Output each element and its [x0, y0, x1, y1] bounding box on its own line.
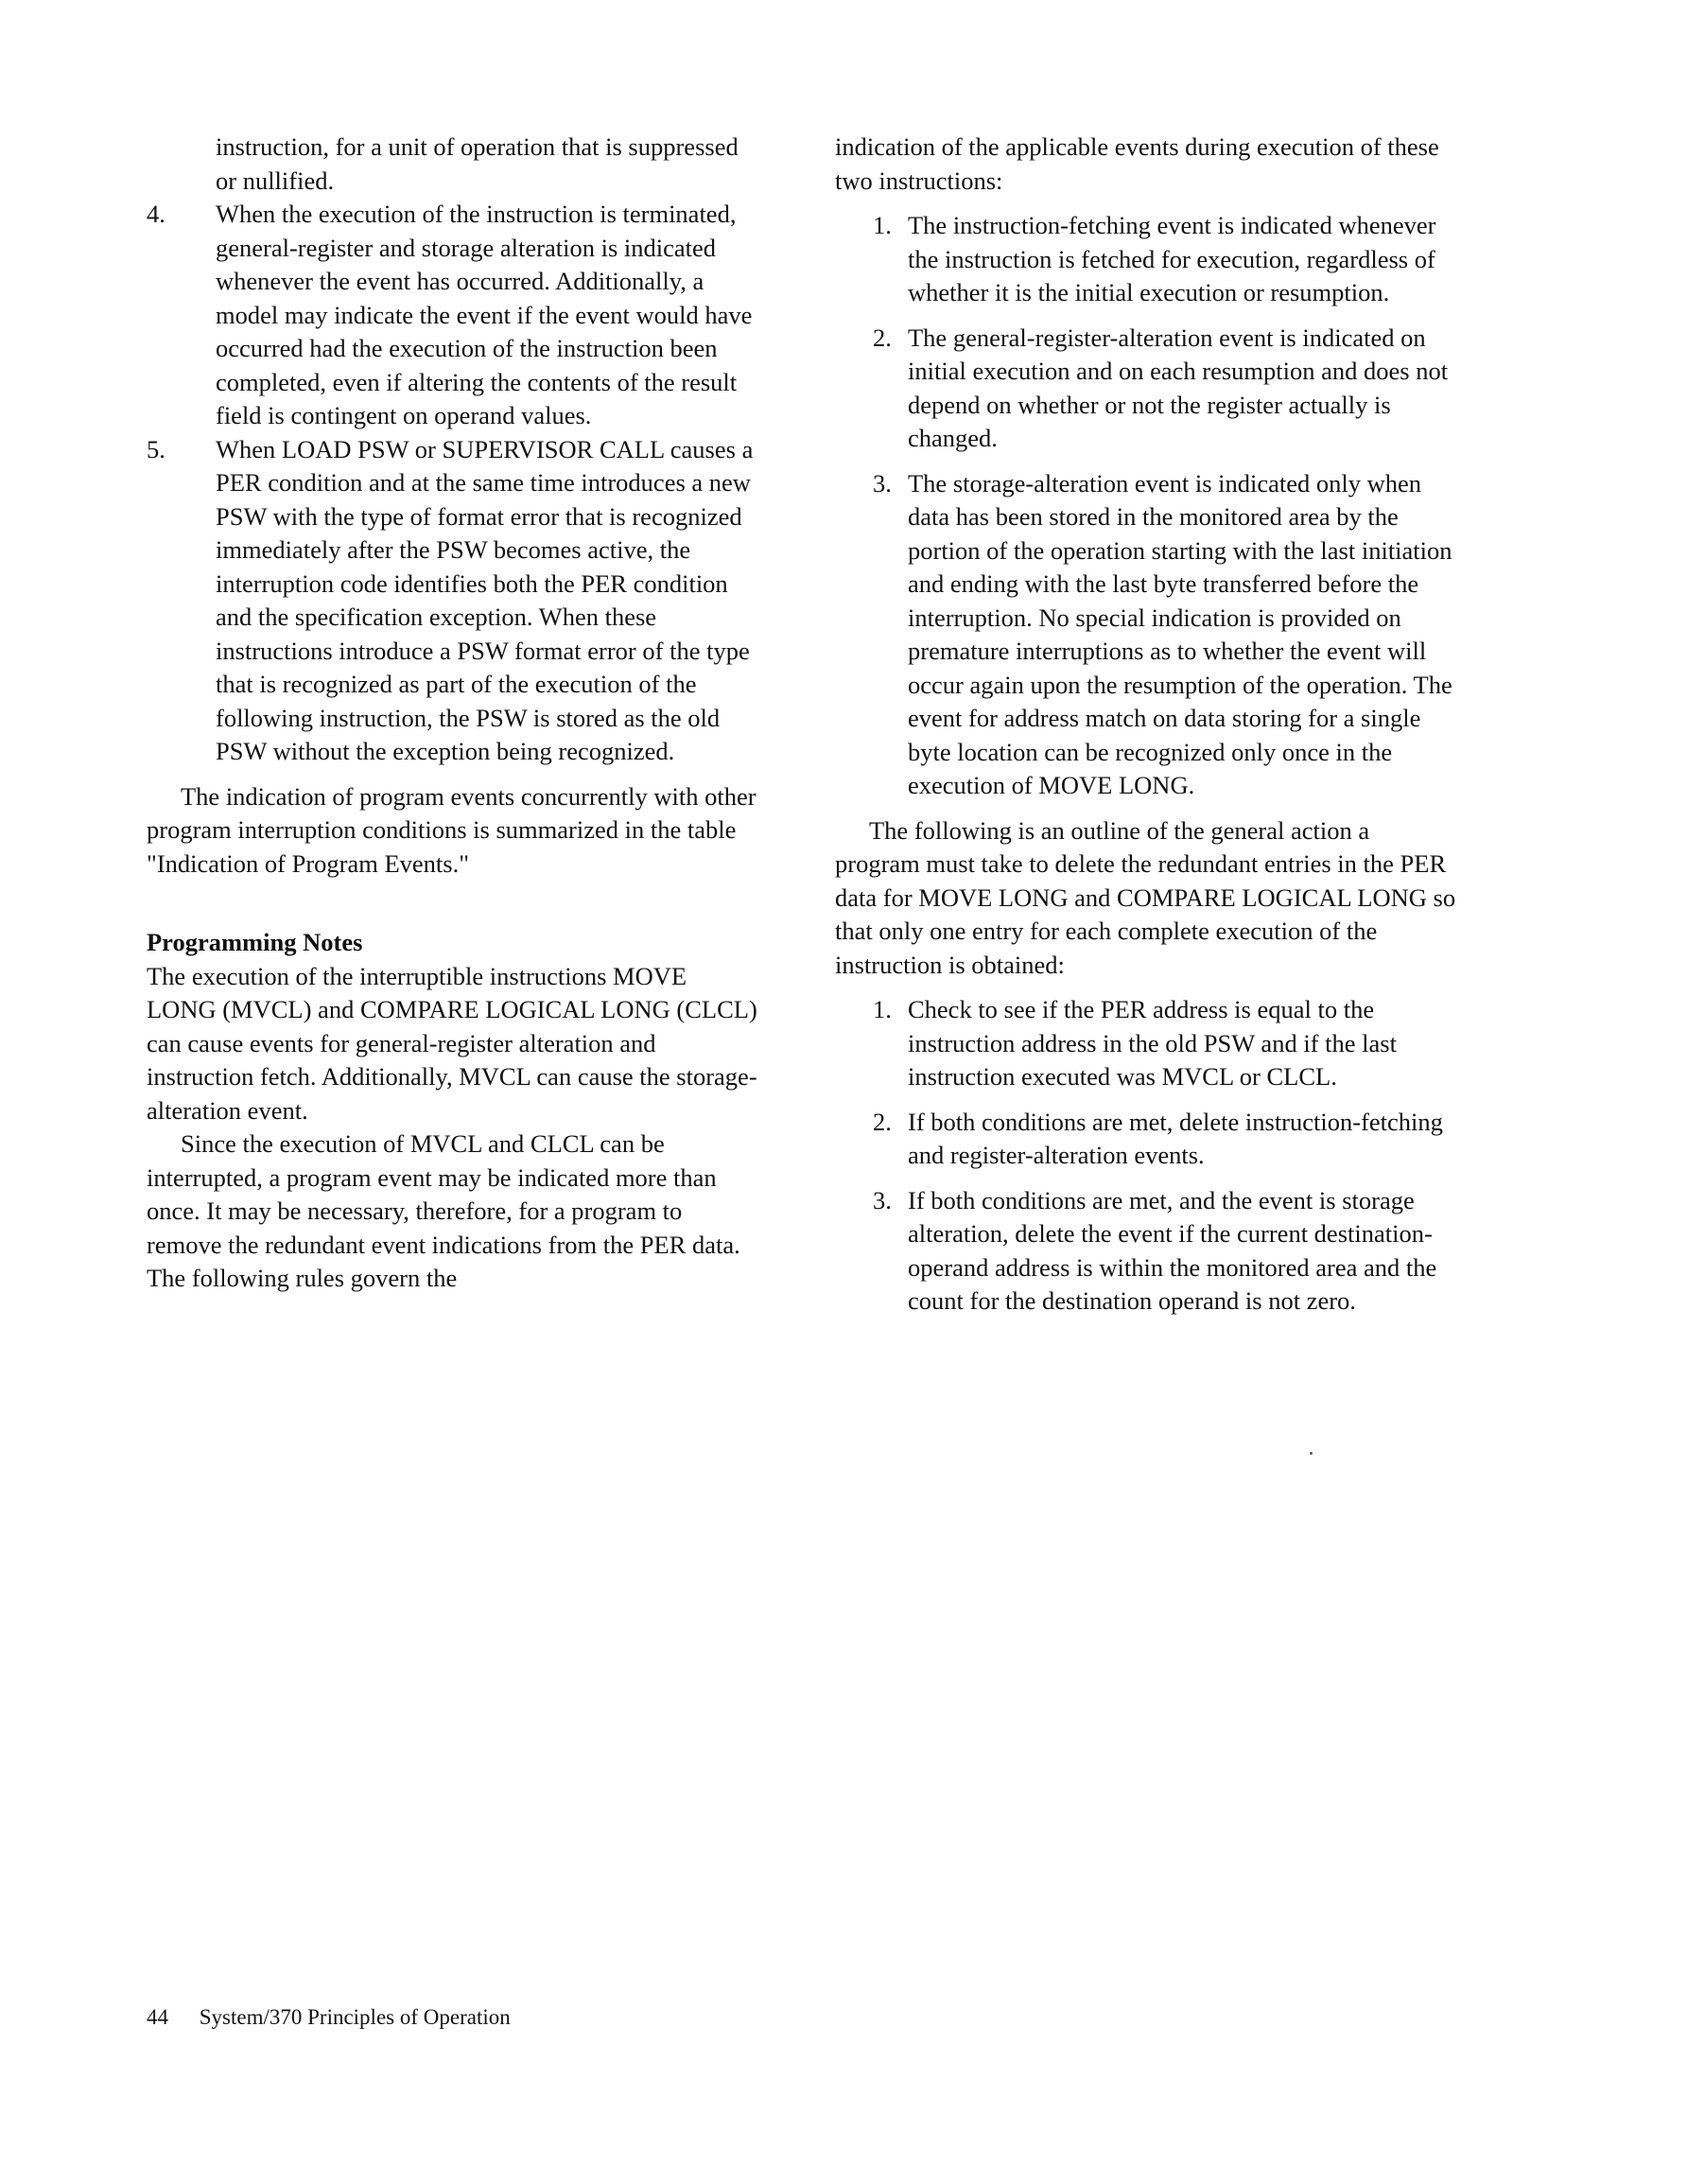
list-number: 4. — [147, 200, 165, 228]
list-item — [835, 993, 1459, 1094]
list-number: 3. — [873, 468, 892, 498]
list-item-text: If both conditions are met, and the event is storage alteration, delete the event if the current destination-operand address is within the monitored area and the count for the destination operand is not zero. — [908, 1185, 1437, 1315]
list-number: 1. — [873, 995, 892, 1023]
list-item-text: The storage-alteration event is indicated only when data has been stored in the monitored area by the portion of the operation starting with the last initiation and ending with the last byte transferred before the interruption. No special indication is provided on premature interruptions as to whether the event will occur again upon the resumption of the operation. The event for address match on data storing for a single byte location can be recognized only once in the execution of MOVE LONG. — [908, 468, 1452, 799]
list-number: 2. — [873, 1107, 892, 1136]
rules-list — [835, 209, 1459, 803]
page-footer — [147, 2003, 511, 2032]
steps-list — [835, 993, 1459, 1319]
list-item — [147, 433, 761, 769]
left-list — [147, 198, 761, 769]
list-number: 2. — [873, 323, 892, 352]
list-item-text: The instruction-fetching event is indicated whenever the instruction is fetched for execution, regardless of whether it is the initial execution or resumption. — [908, 211, 1436, 306]
outline-paragraph: The following is an outline of the general action a program must take to delete the redundant entries in the PER data for MOVE LONG and COMPARE LOGICAL LONG so that only one entry for each complete execution of the instruction is obtained: — [835, 815, 1456, 979]
right-column — [835, 131, 1459, 1319]
list-number: 1. — [873, 211, 892, 239]
list-item-text: When the execution of the instruction is terminated, general-register and storage alteration is indicated whenever the event has occurred. Additionally, a model may indicate the event if the event would have occurred had the execution of the instruction been completed, even if altering the contents of the result field is contingent on operand values. — [216, 200, 753, 429]
continuation-text: indication of the applicable events during execution of these two instructions: — [835, 132, 1439, 195]
list-item — [835, 1106, 1459, 1173]
left-column — [147, 131, 761, 1296]
continuation-text: instruction, for a unit of operation that is suppressed or nullified. — [216, 132, 739, 195]
note-paragraph: The execution of the interruptible instructions MOVE LONG (MVCL) and COMPARE LOGICAL LONG (CLCL) can cause events for general-register alteration and instruction fetch. Additionally, MVCL can cause the storage-alteration event. — [147, 961, 757, 1125]
list-item-text: The general-register-alteration event is indicated on initial execution and on each resumption and does not depend on whether or not the register actually is changed. — [908, 323, 1449, 452]
list-item-text: Check to see if the PER address is equal to the instruction address in the old PSW and if the last instruction executed was MVCL or CLCL. — [908, 995, 1397, 1091]
list-item-text: If both conditions are met, delete instruction-fetching and register-alteration events. — [908, 1107, 1443, 1169]
footer-title: System/370 Principles of Operation — [199, 2005, 511, 2029]
page-number: 44 — [147, 2005, 168, 2029]
paragraph-indication: The indication of program events concurrently with other program interruption conditions is summarized in the table "Indication of Program Events." — [147, 781, 757, 878]
list-item — [835, 467, 1459, 803]
list-item — [835, 322, 1459, 456]
section-heading: Programming Notes — [147, 928, 363, 956]
list-number: 3. — [873, 1185, 892, 1214]
list-item — [835, 209, 1459, 310]
list-number: 5. — [147, 434, 165, 463]
list-item — [835, 1184, 1459, 1319]
list-item — [147, 198, 761, 433]
list-item-text: When LOAD PSW or SUPERVISOR CALL causes a PER condition and at the same time introduces a new PSW with the type of format error that is recognized immediately after the PSW becomes active, the interruption code identifies both the PER condition and the specification exception. When these instructions introduce a PSW format error of the type that is recognized as part of the execution of the following instruction, the PSW is stored as the old PSW without the exception being recognized. — [216, 434, 754, 765]
scan-speck — [1310, 1452, 1313, 1455]
note-paragraph: Since the execution of MVCL and CLCL can be interrupted, a program event may be indicated more than once. It may be necessary, therefore, for a program to remove the redundant event indications from the PER data. The following rules govern the — [147, 1129, 740, 1292]
